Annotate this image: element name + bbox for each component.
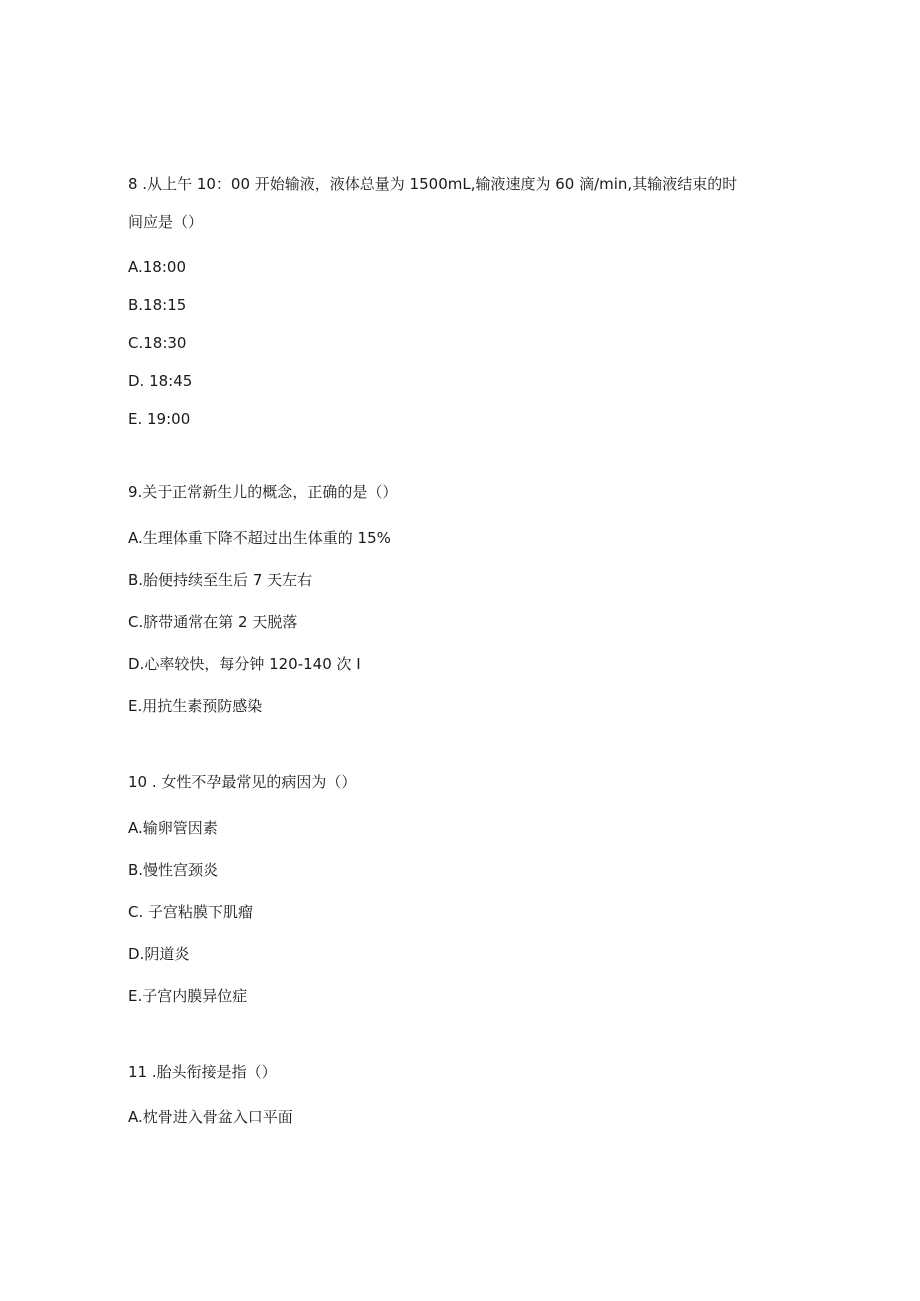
question-10-option-b: B.慢性宫颈炎: [128, 861, 219, 879]
question-9-option-d: D.心率较快，每分钟 120-140 次 I: [128, 655, 361, 673]
question-9-stem: 9.关于正常新生儿的概念，正确的是（）: [128, 483, 398, 501]
question-9-option-a: A.生理体重下降不超过出生体重的 15%: [128, 529, 391, 547]
question-11-stem: 11 .胎头衔接是指（）: [128, 1063, 277, 1081]
question-9-option-e: E.用抗生素预防感染: [128, 697, 263, 715]
question-8-option-d: D. 18:45: [128, 372, 193, 390]
question-9-option-b: B.胎便持续至生后 7 天左右: [128, 571, 313, 589]
question-10-option-c: C. 子宫粘膜下肌瘤: [128, 903, 254, 921]
question-9-option-c: C.脐带通常在第 2 天脱落: [128, 613, 298, 631]
question-11-option-a: A.枕骨进入骨盆入口平面: [128, 1108, 293, 1126]
question-10-option-a: A.输卵管因素: [128, 819, 218, 837]
question-8-option-e: E. 19:00: [128, 410, 191, 428]
question-8-option-b: B.18:15: [128, 296, 187, 314]
question-10-stem: 10 . 女性不孕最常见的病因为（）: [128, 773, 357, 791]
question-8-stem-line-1: 8 .从上午 10：00 开始输液，液体总量为 1500mL,输液速度为 60 滴/min,其输液结束的时: [128, 175, 738, 193]
question-8-stem-line-2: 间应是（）: [128, 213, 204, 231]
question-10-option-e: E.子宫内膜异位症: [128, 987, 248, 1005]
question-8-option-a: A.18:00: [128, 258, 186, 276]
question-8-option-c: C.18:30: [128, 334, 187, 352]
question-10-option-d: D.阴道炎: [128, 945, 190, 963]
